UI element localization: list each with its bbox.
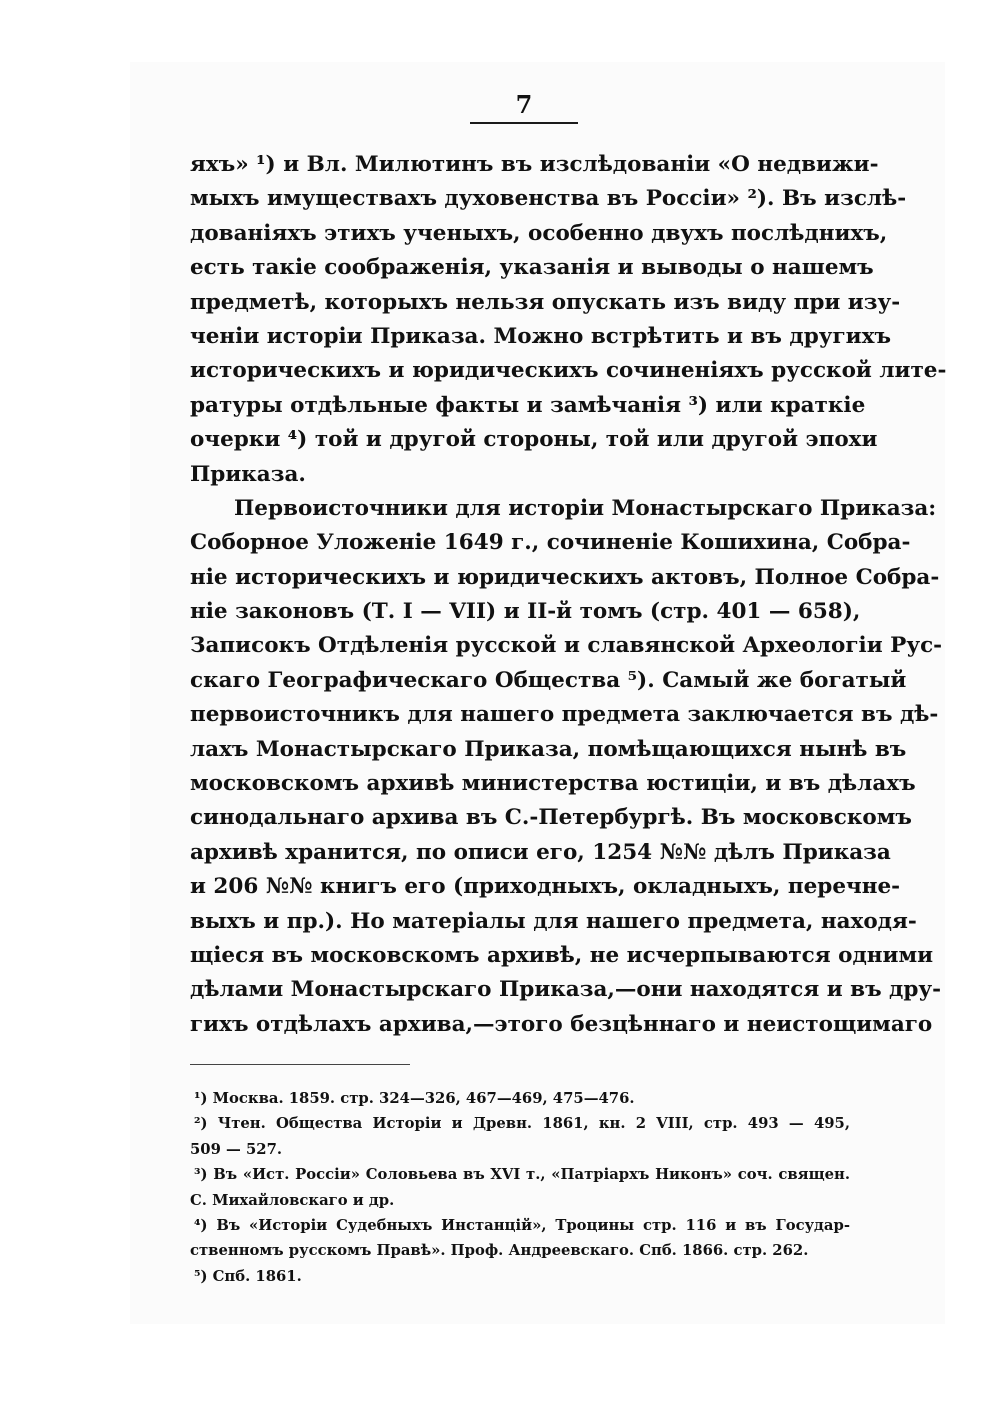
body-line: историческихъ и юридическихъ сочиненіяхъ русской лите-	[190, 358, 947, 384]
footnote-separator	[190, 1064, 410, 1065]
body-line: ченіи исторіи Приказа. Можно встрѣтить и въ другихъ	[190, 323, 891, 349]
footnotes	[190, 1086, 850, 1289]
body-line: яхъ» ¹) и Вл. Милютинъ въ изслѣдованіи «О недвижи-	[190, 152, 879, 177]
footnote-line: ¹) Москва. 1859. стр. 324—326, 467—469, 475—476.	[194, 1090, 635, 1107]
page-number-rule	[470, 122, 578, 124]
body-line: очерки ⁴) той и другой стороны, той или другой эпохи	[190, 427, 878, 453]
body-line: синодальнаго архива въ С.-Петербургѣ. Въ московскомъ	[190, 805, 912, 831]
body-line: щіеся въ московскомъ архивѣ, не исчерпываются одними	[190, 942, 934, 968]
body-line: ратуры отдѣльные факты и замѣчанія ³) или краткіе	[190, 392, 866, 418]
body-line: скаго Географическаго Общества ⁵). Самый же богатый	[190, 667, 907, 693]
footnote-line: ³) Въ «Ист. Россіи» Соловьева въ XVI т., «Патріархъ Никонъ» соч. священ.	[194, 1166, 850, 1184]
body-line: мыхъ имуществахъ духовенства въ Россіи» ²). Въ изслѣ-	[190, 186, 907, 212]
body-line: Соборное Уложеніе 1649 г., сочиненіе Кошихина, Собра-	[190, 530, 911, 556]
body-text	[190, 148, 947, 1042]
body-line: Приказа.	[190, 461, 306, 487]
body-line: архивѣ хранится, по описи его, 1254 №№ дѣлъ Приказа	[190, 839, 891, 865]
body-line: Записокъ Отдѣленія русской и славянской Археологіи Рус-	[190, 633, 943, 659]
paragraph-start-line: Первоисточники для исторіи Монастырскаго Приказа:	[234, 495, 937, 521]
body-line: ніе законовъ (Т. I — VII) и II-й томъ (стр. 401 — 658),	[190, 599, 861, 625]
body-line: дѣлами Монастырскаго Приказа,—они находятся и въ дру-	[190, 977, 942, 1003]
body-line: лахъ Монастырскаго Приказа, помѣщающихся нынѣ въ	[190, 736, 907, 762]
footnote-line: ственномъ русскомъ Правѣ». Проф. Андреевскаго. Спб. 1866. стр. 262.	[190, 1242, 809, 1260]
footnote-line: С. Михайловскаго и др.	[190, 1191, 395, 1209]
body-line: и 206 №№ книгъ его (приходныхъ, окладныхъ, перечне-	[190, 874, 901, 900]
body-line: ніе историческихъ и юридическихъ актовъ, Полное Собра-	[190, 564, 940, 590]
body-line: гихъ отдѣлахъ архива,—этого безцѣннаго и неистощимаго	[190, 1011, 933, 1037]
footnote-line: ²) Чтен. Общества Исторіи и Древн. 1861, кн. 2 VIII, стр. 493 — 495,	[194, 1115, 850, 1133]
footnote-line: ⁵) Спб. 1861.	[194, 1267, 302, 1285]
body-line: есть такіе соображенія, указанія и выводы о нашемъ	[190, 255, 874, 281]
body-line: московскомъ архивѣ министерства юстиціи, и въ дѣлахъ	[190, 771, 916, 797]
footnote-line: 509 — 527.	[190, 1140, 283, 1158]
page-number: 7	[515, 90, 533, 119]
body-line: первоисточникъ для нашего предмета заключается въ дѣ-	[190, 702, 939, 728]
footnote-line: ⁴) Въ «Исторіи Судебныхъ Инстанцій», Троцины стр. 116 и въ Государ-	[194, 1216, 850, 1234]
body-line: дованіяхъ этихъ ученыхъ, особенно двухъ послѣднихъ,	[190, 220, 888, 246]
body-line: предметѣ, которыхъ нельзя опускать изъ виду при изу-	[190, 289, 901, 315]
body-line: выхъ и пр.). Но матеріалы для нашего предмета, находя-	[190, 908, 917, 934]
